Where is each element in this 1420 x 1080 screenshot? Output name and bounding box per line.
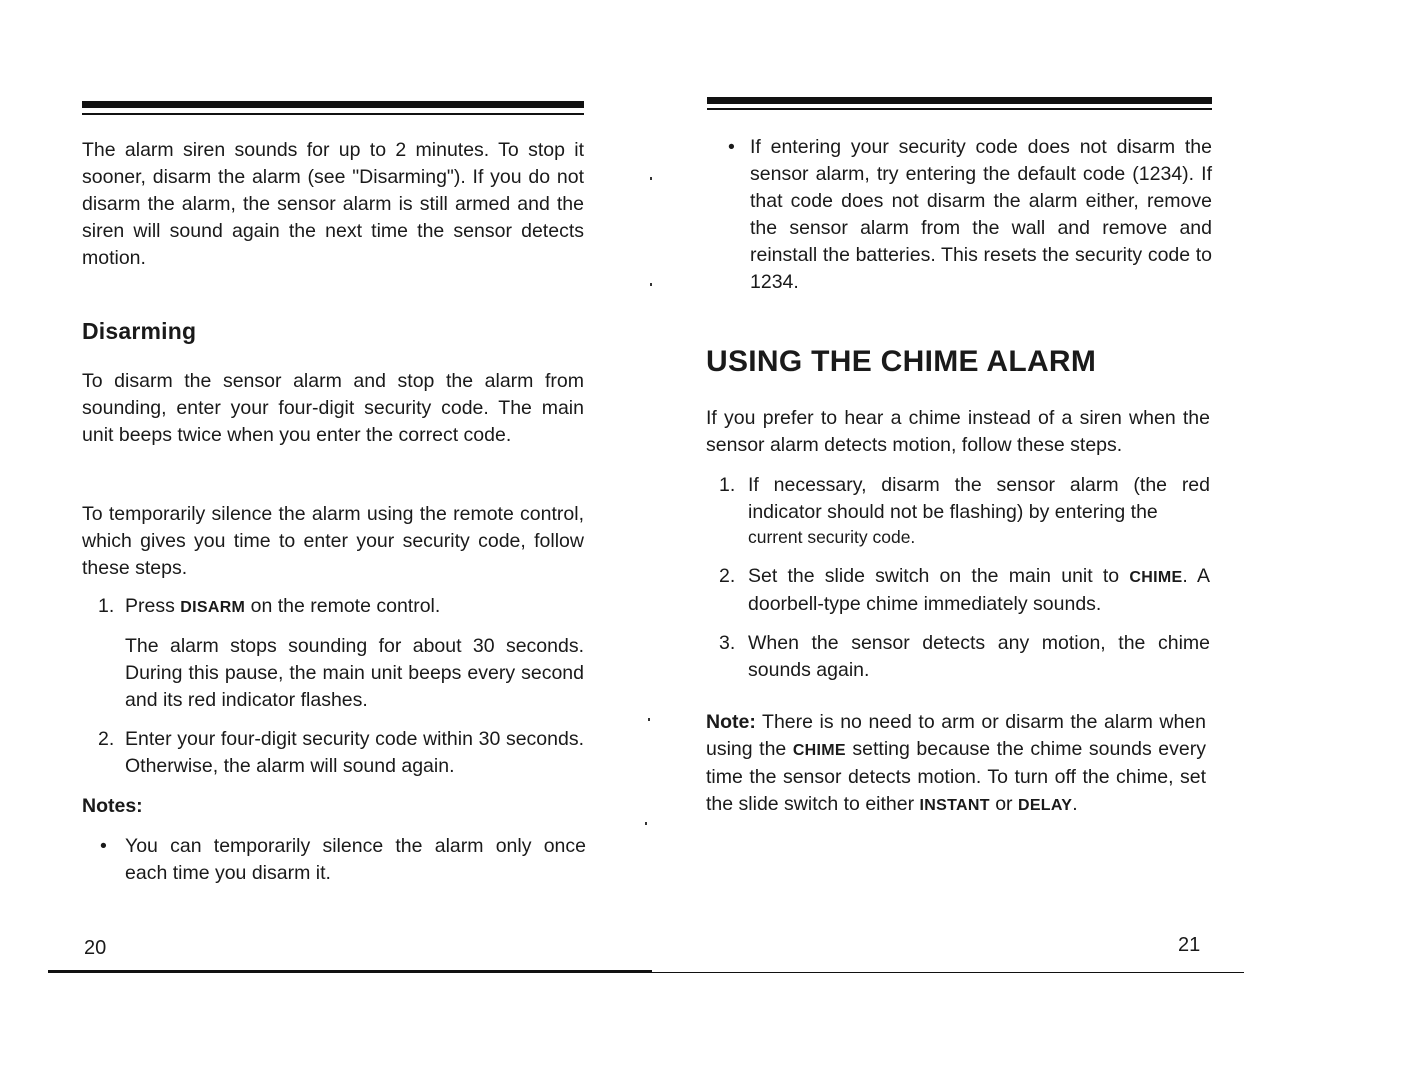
siren-paragraph: The alarm siren sounds for up to 2 minutes. To stop it sooner, disarm the alarm (see "Disarming"). If you do not disarm the alarm, the sensor alarm is still armed and the siren will sound again the next time the sensor detects motion.: [82, 139, 584, 269]
bullet-icon: •: [100, 835, 107, 857]
notes-heading: Notes:: [82, 795, 143, 817]
step-number: 1.: [719, 474, 736, 496]
step-number: 2.: [98, 728, 115, 750]
bottom-rule-right: [652, 972, 1244, 973]
right-top-rule-thick: [707, 97, 1212, 104]
chime-key-label: CHIME: [1129, 569, 1183, 586]
bullet-icon: •: [728, 136, 735, 158]
disarm-key-label: DISARM: [180, 599, 246, 616]
note-bullet-1: • You can temporarily silence the alarm only once each time you disarm it.: [100, 835, 586, 884]
right-step-2: 2. Set the slide switch on the main unit to CHIME. A doorbell-type chime immediately sounds.: [719, 565, 1210, 615]
note-label: Note:: [706, 711, 756, 733]
chime-note-paragraph: Note: There is no need to arm or disarm the alarm when using the CHIME setting because the chime sounds every time the sensor detects motion. To turn off the chime, set the slide switch to either INSTANT or DELAY.: [706, 711, 1206, 815]
left-step-2: 2. Enter your four-digit security code within 30 seconds. Otherwise, the alarm will sound again.: [98, 728, 584, 777]
right-step-1: 1. If necessary, disarm the sensor alarm (the red indicator should not be flashing) by entering the current security code.: [719, 474, 1210, 547]
scan-dot: [648, 718, 650, 721]
disarming-heading: Disarming: [82, 318, 197, 344]
step-number: 2.: [719, 565, 736, 587]
chime-intro-paragraph: If you prefer to hear a chime instead of a siren when the sensor alarm detects motion, follow these steps.: [706, 407, 1210, 456]
disarm-paragraph: To disarm the sensor alarm and stop the alarm from sounding, enter your four-digit security code. The main unit beeps twice when you enter the correct code.: [82, 370, 584, 446]
bottom-rule-left: [48, 970, 652, 973]
scan-dot: [650, 283, 652, 286]
left-step-1: 1. Press DISARM on the remote control.: [98, 593, 584, 621]
left-top-rule-thin: [82, 113, 584, 115]
right-step-3: 3. When the sensor detects any motion, the chime sounds again.: [719, 632, 1210, 681]
page-number-right: 21: [1178, 934, 1201, 956]
right-top-rule-thin: [707, 108, 1212, 110]
chime-alarm-heading: USING THE CHIME ALARM: [706, 345, 1097, 378]
left-top-rule-thick: [82, 101, 584, 108]
step-number: 1.: [98, 595, 115, 617]
reset-code-bullet: • If entering your security code does not disarm the sensor alarm, try entering the default code (1234). If that code does not disarm the alarm either, remove the sensor alarm from the wall and remove and reinstall the batteries. This resets the security code to 1234.: [728, 136, 1212, 293]
scan-dot: [645, 822, 647, 825]
scan-dot: [650, 177, 652, 180]
silence-paragraph: To temporarily silence the alarm using the remote control, which gives you time to enter your security code, follow these steps.: [82, 503, 584, 579]
page-number-left: 20: [84, 937, 107, 959]
step-1-detail: The alarm stops sounding for about 30 seconds. During this pause, the main unit beeps every second and its red indicator flashes.: [125, 635, 584, 711]
step-number: 3.: [719, 632, 736, 654]
